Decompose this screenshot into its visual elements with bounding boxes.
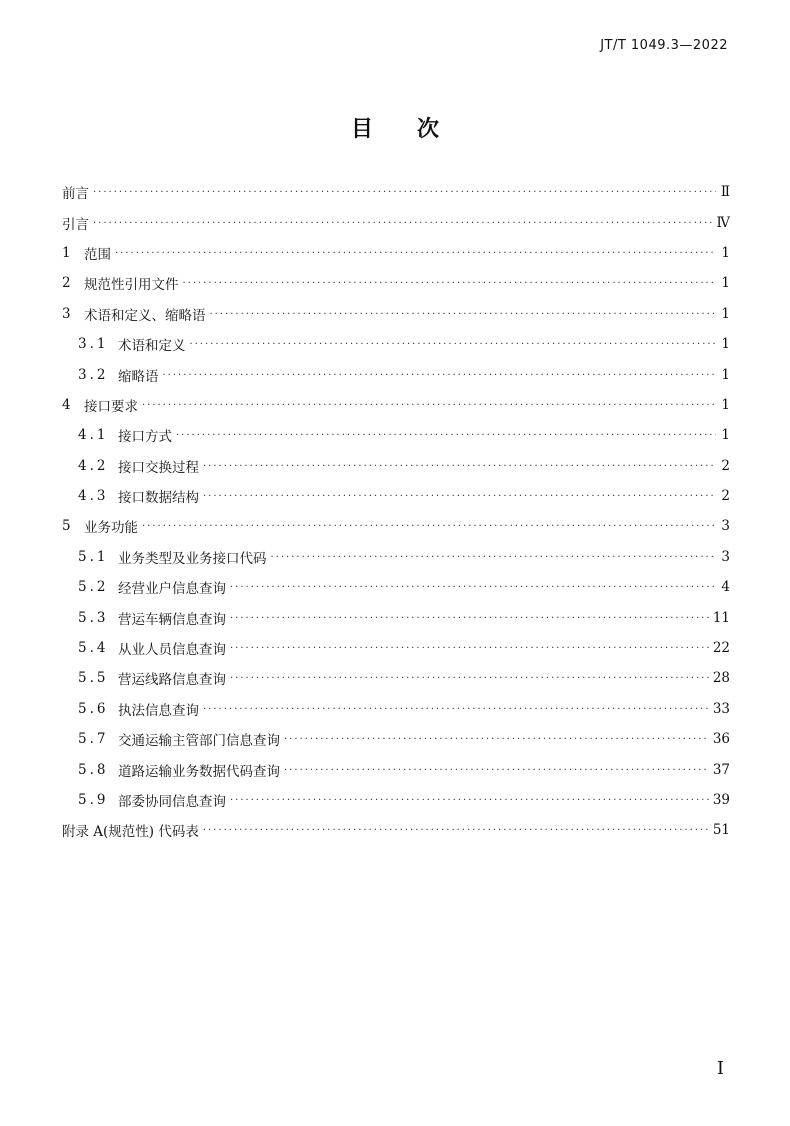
- toc-entry-number: 5.4: [78, 640, 109, 657]
- toc-entry[interactable]: [62, 299, 730, 329]
- toc-entry[interactable]: [62, 785, 730, 815]
- toc-entry-page: 1: [721, 427, 730, 444]
- toc-entry-number: 4.2: [78, 457, 109, 474]
- toc-entry-page: 39: [712, 792, 730, 808]
- toc-entry[interactable]: [62, 663, 730, 693]
- toc-entry-page: Ⅱ: [720, 184, 730, 201]
- toc-entry-number: 5.2: [78, 579, 109, 596]
- toc-dot-leader: [210, 308, 717, 320]
- toc-entry-number: 5.5: [78, 670, 109, 687]
- toc-entry[interactable]: [62, 268, 730, 298]
- toc-dot-leader: [203, 703, 709, 715]
- toc-entry[interactable]: [62, 359, 730, 389]
- toc-entry-number: 5.8: [78, 761, 109, 778]
- title-char-2: 次: [417, 116, 440, 142]
- toc-entry-page: 22: [712, 640, 730, 657]
- toc-entry[interactable]: [62, 694, 730, 724]
- toc-entry-label: 交通运输主管部门信息查询: [118, 733, 280, 750]
- toc-dot-leader: [142, 520, 716, 532]
- toc-entry[interactable]: [62, 572, 730, 602]
- toc-entry-page: 1: [721, 336, 730, 353]
- toc-entry-label: 前言: [62, 186, 89, 203]
- toc-entry-number: 5.1: [78, 548, 109, 565]
- toc-dot-leader: [230, 642, 709, 654]
- toc-dot-leader: [284, 764, 709, 776]
- toc-entry-label: 经营业户信息查询: [118, 581, 226, 598]
- toc-entry-label: 业务类型及业务接口代码: [118, 550, 267, 567]
- toc-entry-label: 附录 A(规范性) 代码表: [62, 824, 199, 841]
- toc-dot-leader: [93, 217, 713, 229]
- page-number: I: [716, 1058, 724, 1079]
- toc-entry-label: 引言: [62, 216, 89, 233]
- toc-dot-leader: [271, 551, 717, 563]
- toc-entry[interactable]: [62, 633, 730, 663]
- toc-entry[interactable]: [62, 420, 730, 450]
- toc-entry-label: 术语和定义、缩略语: [84, 307, 206, 324]
- table-of-contents: [62, 177, 730, 846]
- toc-dot-leader: [230, 672, 709, 684]
- toc-entry-label: 业务功能: [84, 520, 138, 537]
- toc-entry-label: 道路运输业务数据代码查询: [118, 763, 280, 780]
- toc-entry-number: 5.3: [78, 609, 109, 626]
- toc-entry-label: 接口方式: [118, 429, 172, 446]
- toc-entry-label: 从业人员信息查询: [118, 642, 226, 659]
- toc-dot-leader: [183, 277, 717, 289]
- toc-entry-page: 3: [721, 518, 730, 535]
- toc-entry-page: 37: [712, 761, 730, 778]
- page-title: [0, 112, 790, 143]
- toc-entry[interactable]: [62, 815, 730, 845]
- toc-entry-label: 营运车辆信息查询: [118, 611, 226, 628]
- toc-entry-number: 3.2: [78, 366, 109, 383]
- toc-entry-page: 1: [721, 244, 730, 261]
- toc-dot-leader: [142, 399, 716, 411]
- toc-entry[interactable]: [62, 390, 730, 420]
- toc-entry-number: 5.9: [78, 792, 109, 808]
- toc-entry-number: 3.1: [78, 336, 109, 353]
- title-char-1: 目: [350, 116, 373, 142]
- toc-entry-number: 2: [62, 275, 74, 292]
- toc-entry-label: 术语和定义: [118, 338, 186, 355]
- toc-dot-leader: [203, 460, 716, 472]
- toc-entry-page: 4: [721, 579, 730, 596]
- toc-entry[interactable]: [62, 329, 730, 359]
- toc-dot-leader: [115, 247, 716, 259]
- toc-entry-label: 接口数据结构: [118, 490, 199, 507]
- toc-entry-page: 36: [712, 731, 730, 748]
- toc-entry[interactable]: [62, 238, 730, 268]
- toc-entry-label: 执法信息查询: [118, 702, 199, 719]
- toc-entry-page: 1: [721, 366, 730, 383]
- toc-entry-label: 规范性引用文件: [84, 277, 179, 294]
- toc-entry-page: 28: [712, 670, 730, 687]
- toc-entry-page: Ⅳ: [716, 214, 730, 231]
- toc-entry-label: 营运线路信息查询: [118, 672, 226, 689]
- toc-entry[interactable]: [62, 481, 730, 511]
- toc-entry[interactable]: [62, 724, 730, 754]
- toc-entry-label: 缩略语: [118, 368, 159, 385]
- toc-entry-page: 1: [721, 305, 730, 322]
- toc-entry-page: 1: [721, 396, 730, 413]
- toc-entry[interactable]: [62, 177, 730, 207]
- toc-dot-leader: [230, 794, 709, 806]
- toc-dot-leader: [284, 733, 709, 745]
- toc-entry-page: 1: [721, 275, 730, 292]
- toc-dot-leader: [230, 612, 709, 624]
- toc-dot-leader: [230, 581, 716, 593]
- toc-entry-number: 4.1: [78, 427, 109, 444]
- standard-code: JT/T 1049.3—2022: [600, 38, 728, 53]
- toc-dot-leader: [190, 338, 717, 350]
- toc-entry-number: 4: [62, 396, 74, 413]
- toc-entry-number: 4.3: [78, 488, 109, 505]
- toc-entry[interactable]: [62, 754, 730, 784]
- toc-entry-page: 2: [721, 457, 730, 474]
- toc-entry-page: 2: [721, 488, 730, 505]
- toc-entry[interactable]: [62, 542, 730, 572]
- toc-entry[interactable]: [62, 511, 730, 541]
- toc-entry-number: 1: [62, 244, 74, 261]
- toc-entry[interactable]: [62, 602, 730, 632]
- toc-entry-number: 5.6: [78, 700, 109, 717]
- toc-entry-label: 接口交换过程: [118, 459, 199, 476]
- toc-dot-leader: [203, 490, 716, 502]
- toc-entry-page: 51: [712, 822, 730, 839]
- toc-dot-leader: [176, 429, 716, 441]
- toc-entry-label: 部委协同信息查询: [118, 794, 226, 810]
- toc-entry-page: 33: [712, 700, 730, 717]
- toc-entry[interactable]: [62, 207, 730, 237]
- toc-dot-leader: [163, 369, 717, 381]
- toc-entry-page: 3: [721, 548, 730, 565]
- toc-entry[interactable]: [62, 451, 730, 481]
- toc-entry-number: 5.7: [78, 731, 109, 748]
- toc-dot-leader: [203, 824, 709, 836]
- toc-entry-label: 范围: [84, 246, 111, 263]
- toc-entry-label: 接口要求: [84, 398, 138, 415]
- toc-entry-number: 5: [62, 518, 74, 535]
- toc-entry-page: 11: [712, 609, 730, 626]
- toc-dot-leader: [93, 186, 716, 198]
- toc-entry-number: 3: [62, 305, 74, 322]
